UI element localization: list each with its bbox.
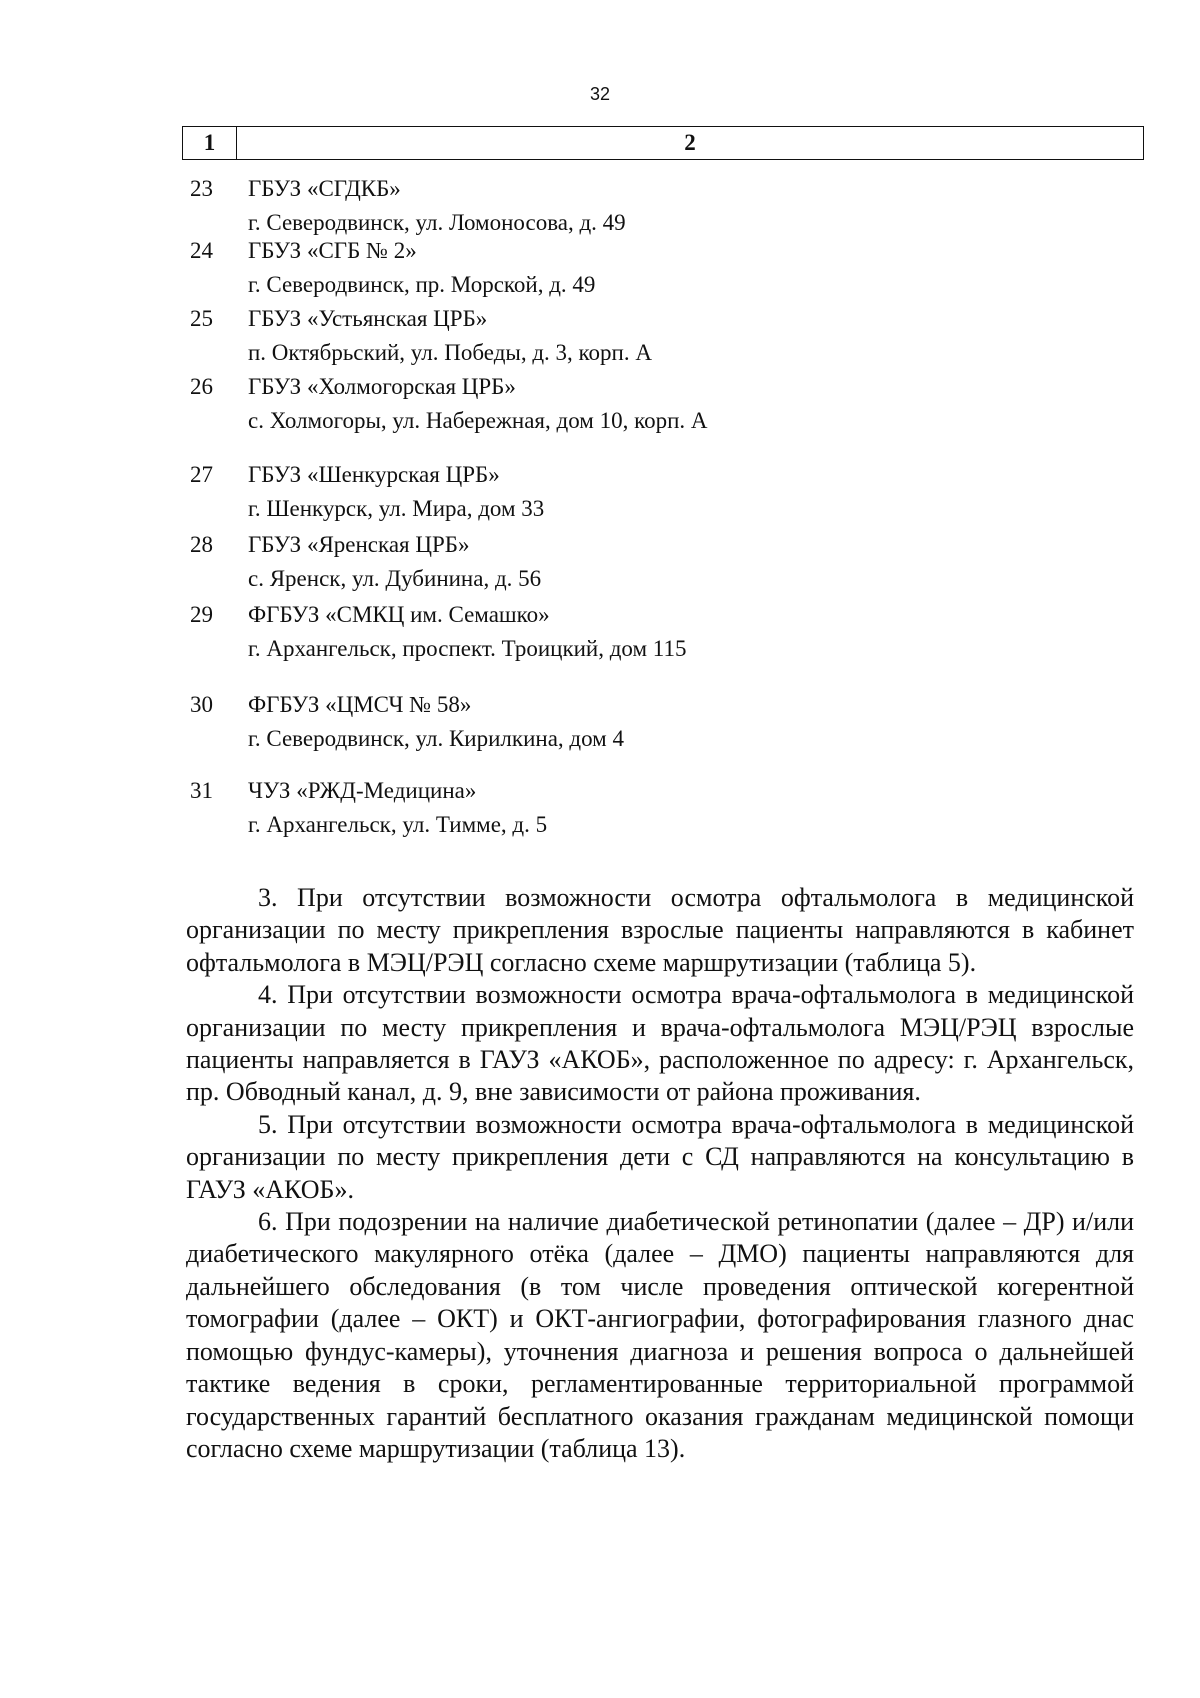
table-header (182, 126, 1144, 160)
organization-name: ФГБУЗ «СМКЦ им. Семашко» (248, 602, 550, 627)
organization-address: г. Архангельск, проспект. Троицкий, дом 115 (248, 636, 687, 661)
organization-address: с. Холмогоры, ул. Набережная, дом 10, корп. А (248, 408, 708, 433)
row-number: 30 (190, 692, 213, 717)
table-header-col-2: 2 (684, 130, 696, 155)
row-number: 26 (190, 374, 213, 399)
row-number: 23 (190, 176, 213, 201)
organization-name: ГБУЗ «СГДКБ» (248, 176, 401, 201)
organization-address: г. Северодвинск, пр. Морской, д. 49 (248, 272, 596, 297)
row-number: 28 (190, 532, 213, 557)
paragraph-5: 5. При отсутствии возможности осмотра врача-офтальмолога в медицинской организации по месту прикрепления дети с СД направляются на консультацию в ГАУЗ «АКОБ». (186, 1109, 1134, 1204)
row-number: 31 (190, 778, 213, 803)
row-number: 29 (190, 602, 213, 627)
organization-name: ГБУЗ «Холмогорская ЦРБ» (248, 374, 516, 399)
organization-address: с. Яренск, ул. Дубинина, д. 56 (248, 566, 542, 591)
organization-address: г. Архангельск, ул. Тимме, д. 5 (248, 812, 548, 837)
organization-address: г. Северодвинск, ул. Ломоносова, д. 49 (248, 210, 626, 235)
organization-address: г. Северодвинск, ул. Кирилкина, дом 4 (248, 726, 624, 751)
organization-name: ГБУЗ «Шенкурская ЦРБ» (248, 462, 500, 487)
organization-name: ФГБУЗ «ЦМСЧ № 58» (248, 692, 472, 717)
organization-address: п. Октябрьский, ул. Победы, д. 3, корп. А (248, 340, 652, 365)
row-number: 24 (190, 238, 213, 263)
paragraph-3: 3. При отсутствии возможности осмотра офтальмолога в медицинской организации по месту прикрепления взрослые пациенты направляются в кабинет офтальмолога в МЭЦ/РЭЦ согласно схеме маршрутизации (таблица 5). (186, 883, 1134, 977)
body-text (186, 882, 1134, 1465)
page-number: 32 (589, 84, 611, 104)
row-number: 27 (190, 462, 213, 487)
row-number: 25 (190, 306, 213, 331)
organization-address: г. Шенкурск, ул. Мира, дом 33 (248, 496, 545, 521)
paragraph-4: 4. При отсутствии возможности осмотра врача-офтальмолога в медицинской организации по месту прикрепления и врача-офтальмолога МЭЦ/РЭЦ взрослые пациенты направляется в ГАУЗ «АКОБ», расположенное по адресу: г. Архангельск, пр. Обводный канал, д. 9, вне зависимости от района проживания. (186, 980, 1134, 1107)
organization-name: ЧУЗ «РЖД-Медицина» (248, 778, 477, 803)
organization-name: ГБУЗ «СГБ № 2» (248, 238, 417, 263)
table-header-col-1: 1 (183, 127, 237, 159)
organization-name: ГБУЗ «Устьянская ЦРБ» (248, 306, 488, 331)
paragraph-6: 6. При подозрении на наличие диабетической ретинопатии (далее – ДР) и/или диабетического макулярного отёка (далее – ДМО) пациенты направляются для дальнейшего обследования (в том числе проведения оптической когерентной томографии (далее – ОКТ) и ОКТ-ангиографии, фотографирования глазного днас помощью фундус-камеры), уточнения диагноза и решения вопроса о дальнейшей тактике ведения в сроки, регламентированные территориальной программой государственных гарантий бесплатного оказания гражданам медицинской помощи согласно схеме маршрутизации (таблица 13). (186, 1207, 1134, 1463)
organization-name: ГБУЗ «Яренская ЦРБ» (248, 532, 470, 557)
